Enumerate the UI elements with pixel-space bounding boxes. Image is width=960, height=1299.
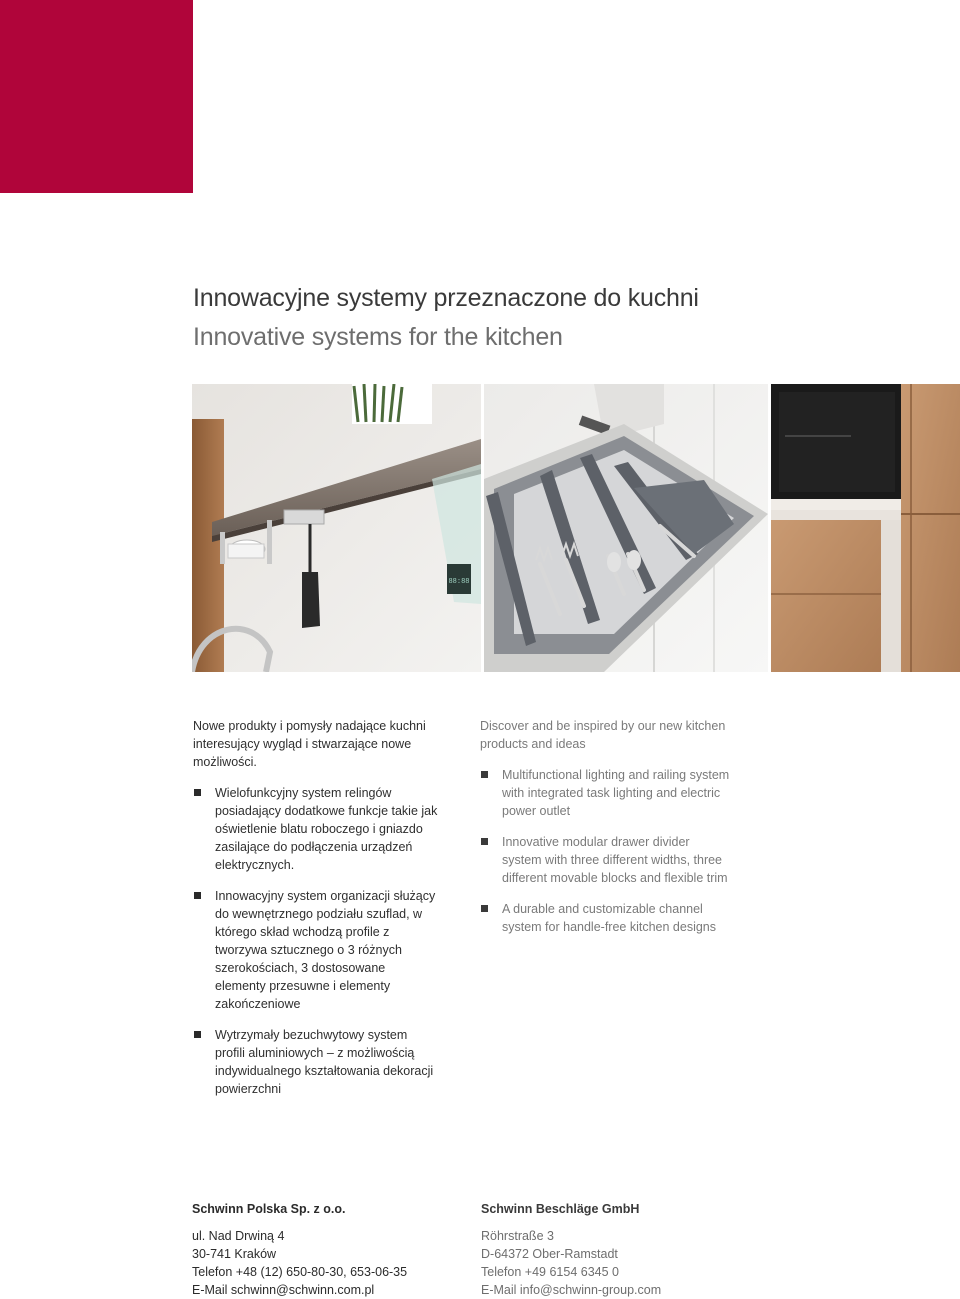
handle-free-cabinet-photo — [771, 384, 960, 672]
company-name: Schwinn Polska Sp. z o.o. — [192, 1202, 346, 1216]
bullet-square-icon — [481, 905, 488, 912]
list-item: Wielofunkcyjny system relingów posiadający dodatkowe funkcje takie jak oświetlenie blatu roboczego i gniazdo zasilające do podłączenia urządzeń elektrycznych. — [193, 784, 438, 874]
intro-text-polish: Nowe produkty i pomysły nadające kuchni interesujący wygląd i stwarzające nowe możliwości. — [193, 719, 426, 769]
address-block-germany — [481, 1200, 751, 1299]
phone-number: Telefon +48 (12) 650-80-30, 653-06-35 — [192, 1265, 408, 1279]
scale-display: 88:88 — [448, 578, 470, 586]
english-description — [480, 717, 730, 949]
address-block-polska — [192, 1200, 462, 1299]
bullet-square-icon — [481, 838, 488, 845]
street-address: ul. Nad Drwiną 4 — [192, 1229, 285, 1243]
bullet-square-icon — [194, 892, 201, 899]
kitchen-railing-photo — [192, 384, 481, 672]
brand-color-block — [0, 0, 193, 193]
bullet-square-icon — [194, 1031, 201, 1038]
city-postcode: 30-741 Kraków — [192, 1247, 277, 1261]
drawer-divider-photo — [484, 384, 768, 672]
company-name: Schwinn Beschläge GmbH — [481, 1202, 640, 1216]
polish-description — [193, 717, 438, 1111]
list-item: Innovative modular drawer divider system with three different widths, three different movable blocks and flexible trim — [480, 833, 730, 887]
list-item: Innowacyjny system organizacji służący do wewnętrznego podziału szuflad, w którego skład wchodzą profile z tworzywa sztucznego o 3 różnych szerokościach, 3 dostosowane elementy przesuwne i elementy zakończeniowe — [193, 887, 438, 1013]
list-item: A durable and customizable channel system for handle-free kitchen designs — [480, 900, 730, 936]
list-item: Multifunctional lighting and railing system with integrated task lighting and electric power outlet — [480, 766, 730, 820]
email-address[interactable]: E-Mail schwinn@schwinn.com.pl — [192, 1283, 375, 1297]
phone-number: Telefon +49 6154 6345 0 — [481, 1265, 619, 1279]
list-item: Wytrzymały bezuchwytowy system profili aluminiowych – z możliwością indywidualnego kształtowania dekoracji powierzchni — [193, 1026, 438, 1098]
city-postcode: D-64372 Ober-Ramstadt — [481, 1247, 618, 1261]
street-address: Röhrstraße 3 — [481, 1229, 554, 1243]
bullet-square-icon — [194, 789, 201, 796]
bullet-square-icon — [481, 771, 488, 778]
intro-text-english: Discover and be inspired by our new kitchen products and ideas — [480, 719, 726, 751]
page-title-polish: Innowacyjne systemy przeznaczone do kuchni — [193, 284, 699, 312]
page-title-english: Innovative systems for the kitchen — [193, 323, 563, 351]
email-address[interactable]: E-Mail info@schwinn-group.com — [481, 1283, 662, 1297]
